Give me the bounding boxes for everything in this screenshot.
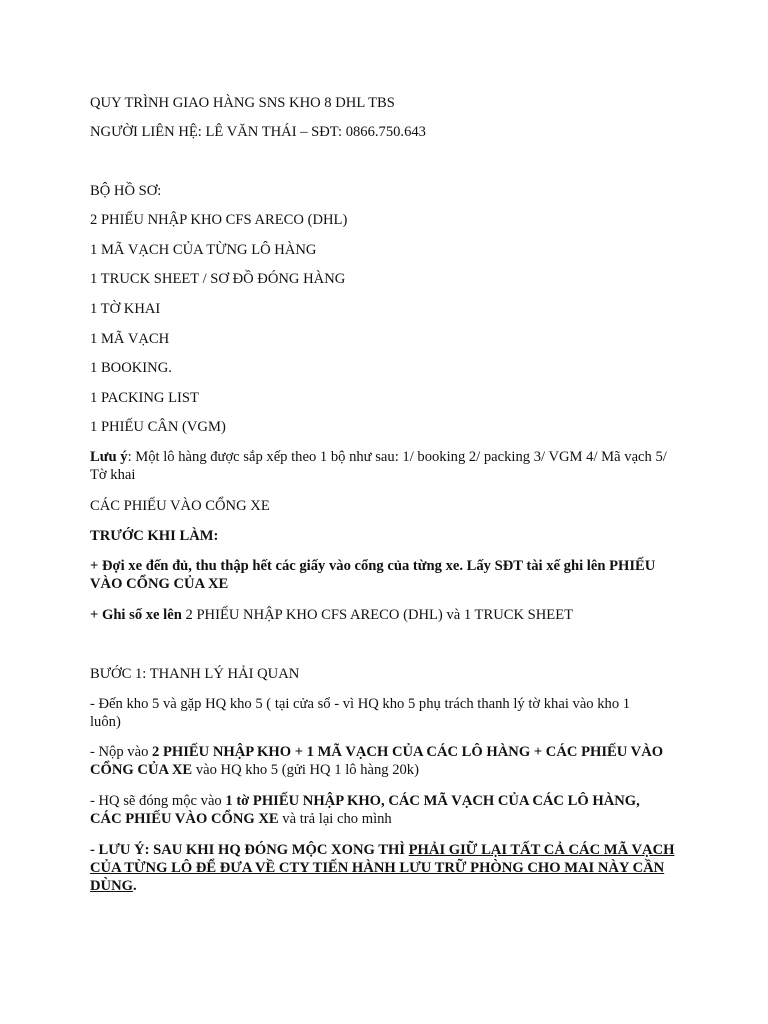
note-text: : Một lô hàng được sắp xếp theo 1 bộ như sau: 1/ booking 2/ packing 3/ VGM 4/ Mã vạch 5/ Tờ khai (90, 449, 667, 483)
step1-p3-c: và trả lại cho mình (278, 811, 392, 827)
step1-p4-b: PHẢI GIỮ LẠI TẤT CẢ CÁC MÃ VẠCH CỦA TỪNG LÔ ĐỂ ĐƯA VỀ CTY TIẾN HÀNH LƯU TRỮ PHÒNG CHO MAI NÀY CẦN DÙNG (90, 842, 675, 894)
dossier-heading: BỘ HỒ SƠ: (90, 183, 162, 199)
before-step-2 (90, 606, 690, 624)
note-label: Lưu ý (90, 449, 128, 465)
dossier-item: 1 MÃ VẠCH CỦA TỪNG LÔ HÀNG (90, 242, 317, 258)
dossier-item: 2 PHIẾU NHẬP KHO CFS ARECO (DHL) (90, 212, 348, 228)
step1-p4-a: - LƯU Ý: SAU KHI HQ ĐÓNG MỘC XONG THÌ (90, 842, 409, 858)
dossier-item: 1 PHIẾU CÂN (VGM) (90, 419, 226, 435)
step1-p2-a: - Nộp vào (90, 744, 153, 760)
step1-p2-c: vào HQ kho 5 (gửi HQ 1 lô hàng 20k) (192, 762, 419, 778)
dossier-item: 1 MÃ VẠCH (90, 331, 170, 347)
step1-paragraph-4 (90, 841, 675, 895)
step1-p3-b: 1 tờ PHIẾU NHẬP KHO, CÁC MÃ VẠCH CỦA CÁC LÔ HÀNG, CÁC PHIẾU VÀO CỔNG XE (90, 793, 640, 827)
before-step-1: + Đợi xe đến đủ, thu thập hết các giấy vào cổng của từng xe. Lấy SĐT tài xế ghi lên PHIẾU VÀO CỔNG CỦA XE (90, 558, 656, 592)
step1-p2-b: 2 PHIẾU NHẬP KHO + 1 MÃ VẠCH CỦA CÁC LÔ HÀNG + CÁC PHIẾU VÀO CỔNG CỦA XE (90, 744, 664, 778)
step1-p4-c: . (132, 878, 137, 894)
before-step-2-text: 2 PHIẾU NHẬP KHO CFS ARECO (DHL) và 1 TRUCK SHEET (181, 607, 574, 623)
step1-paragraph-2 (90, 743, 670, 779)
dossier-item: 1 TỜ KHAI (90, 301, 161, 317)
step1-p3-a: - HQ sẽ đóng mộc vào (90, 793, 226, 809)
dossier-item: 1 TRUCK SHEET / SƠ ĐỒ ĐÓNG HÀNG (90, 271, 346, 287)
document-title: QUY TRÌNH GIAO HÀNG SNS KHO 8 DHL TBS (90, 95, 395, 111)
step1-heading: BƯỚC 1: THANH LÝ HẢI QUAN (90, 666, 300, 682)
contact-line: NGƯỜI LIÊN HỆ: LÊ VĂN THÁI – SĐT: 0866.750.643 (90, 124, 426, 140)
step1-paragraph-1: - Đến kho 5 và gặp HQ kho 5 ( tại cửa sổ - vì HQ kho 5 phụ trách thanh lý tờ khai vào kho 1 luôn) (90, 696, 631, 730)
step1-paragraph-3 (90, 792, 675, 828)
gate-forms-line: CÁC PHIẾU VÀO CỔNG XE (90, 498, 270, 514)
dossier-item: 1 PACKING LIST (90, 390, 199, 406)
dossier-item: 1 BOOKING. (90, 360, 172, 376)
before-heading: TRƯỚC KHI LÀM: (90, 528, 219, 544)
note-paragraph (90, 448, 680, 484)
before-step-2-bold: + Ghi số xe lên (90, 607, 182, 623)
